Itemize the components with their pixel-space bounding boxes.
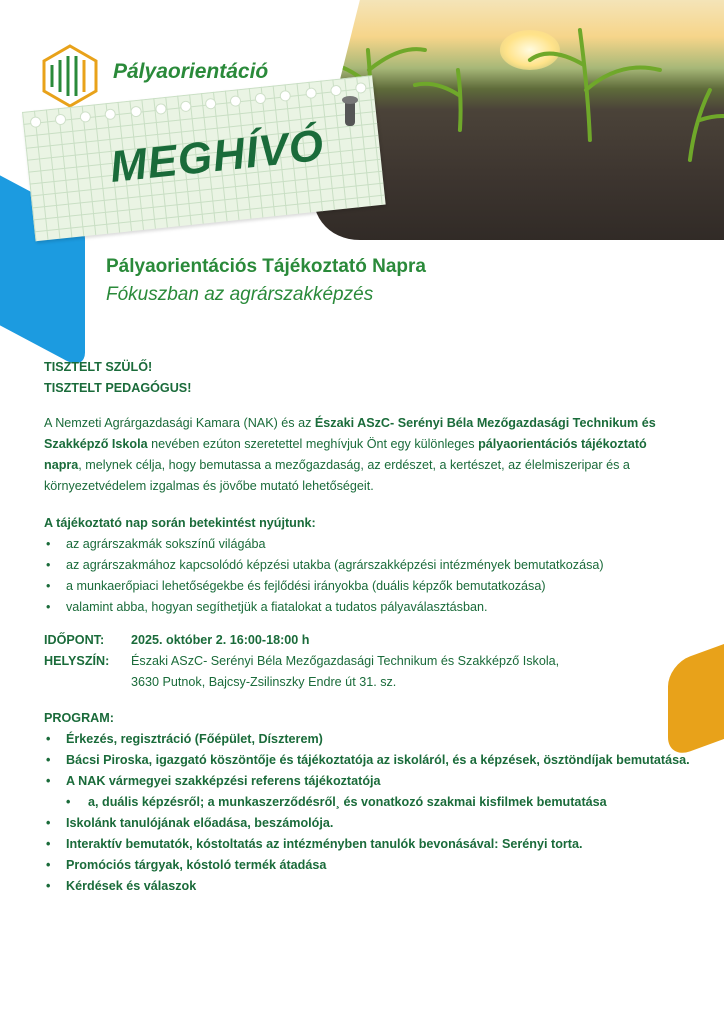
salutation-teachers: TISZTELT PEDAGÓGUS! <box>44 381 192 395</box>
event-subtitle: Fókuszban az agrárszakképzés <box>106 284 374 305</box>
program-section <box>44 708 704 897</box>
insight-title: A tájékoztató nap során betekintést nyújtunk: <box>44 516 316 530</box>
list-item: • Promóciós tárgyak, kóstoló termék átadása <box>44 855 704 876</box>
intro-paragraph <box>44 413 684 497</box>
invitation-title: MEGHÍVÓ <box>107 120 327 192</box>
time-row <box>44 630 684 651</box>
event-name: pályaorientációs tájékoztató napra <box>44 437 647 472</box>
program-title: PROGRAM: <box>44 711 114 725</box>
place-value <box>131 651 559 693</box>
event-title: Pályaorientációs Tájékoztató Napra <box>106 256 426 277</box>
hexagon-stripes-icon <box>40 43 100 109</box>
salutation <box>44 357 191 399</box>
insight-section <box>44 513 684 618</box>
pin-icon <box>345 100 355 126</box>
list-item: • A NAK vármegyei szakképzési referens tájékoztatója <box>44 771 704 792</box>
logo-text: Pályaorientáció <box>113 60 269 83</box>
place-line-1: Északi ASzC- Serényi Béla Mezőgazdasági Technikum és Szakképző Iskola, <box>131 654 560 668</box>
program-sub-list <box>44 792 704 813</box>
salutation-parents: TISZTELT SZÜLŐ! <box>44 360 153 374</box>
time-label: IDŐPONT: <box>44 633 105 647</box>
place-row <box>44 651 684 693</box>
insight-list <box>44 534 684 618</box>
event-info <box>44 630 684 693</box>
list-item: • valamint abba, hogyan segíthetjük a fiatalokat a tudatos pályaválasztásban. <box>44 597 684 618</box>
intro-text-1: A Nemzeti Agrárgazdasági Kamara (NAK) és az <box>44 416 315 430</box>
intro-text-3: , melynek célja, hogy bemutassa a mezőgazdaság, az erdészet, a kertészet, az élelmiszeripar és a környezetvédelem izgalmas és jövőbe mutató lehetőségeit. <box>44 458 630 493</box>
list-item: • Bácsi Piroska, igazgató köszöntője és tájékoztatója az iskoláról, és a képzések, ösztöndíjak bemutatása. <box>44 750 704 771</box>
program-list-continued <box>44 813 704 897</box>
list-item: • Érkezés, regisztráció (Főépület, Díszterem) <box>44 729 704 750</box>
place-line-2: 3630 Putnok, Bajcsy-Zsilinszky Endre út 31. sz. <box>131 675 397 689</box>
list-item: • a munkaerőpiaci lehetőségekbe és fejlődési irányokba (duális képzők bemutatkozása) <box>44 576 684 597</box>
list-item: • a, duális képzésről; a munkaszerződésről¸ és vonatkozó szakmai kisfilmek bemutatása <box>44 792 704 813</box>
place-label: HELYSZÍN: <box>44 654 110 668</box>
list-item: • az agrárszakmák sokszínű világába <box>44 534 684 555</box>
list-item: • Kérdések és válaszok <box>44 876 704 897</box>
program-list <box>44 729 704 792</box>
intro-text-2: nevében ezúton szeretettel meghívjuk Önt egy különleges <box>147 437 479 451</box>
list-item: • Interaktív bemutatók, kóstoltatás az intézményben tanulók bevonásával: Serényi torta. <box>44 834 704 855</box>
time-value: 2025. október 2. 16:00-18:00 h <box>131 633 310 647</box>
school-name: Északi ASzC- Serényi Béla Mezőgazdasági Technikum és Szakképző Iskola <box>44 416 656 451</box>
list-item: • az agrárszakmához kapcsolódó képzési utakba (agrárszakképzési intézmények bemutatkozása) <box>44 555 684 576</box>
list-item: • Iskolánk tanulójának előadása, beszámolója. <box>44 813 704 834</box>
